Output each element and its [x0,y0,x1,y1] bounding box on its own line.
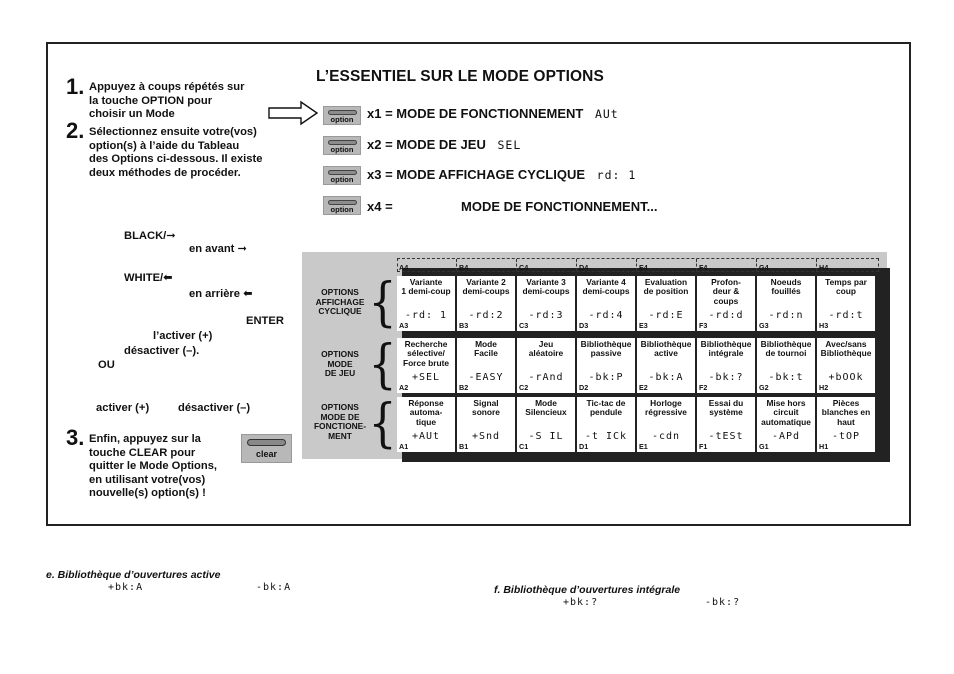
option-cell [577,338,635,393]
lcd-display: SEL [497,138,522,152]
step-1-text [89,81,244,122]
option-button-label: option [330,115,354,124]
step-1-number: 1. [66,74,85,99]
column-divider [816,259,817,271]
column-code: A4 [399,263,409,272]
option-line-4 [367,199,393,214]
option-cell-title: Variante 1 demi-coup [401,277,451,297]
option-cell [697,397,755,452]
lcd-display: +Snd [471,431,501,442]
option-button[interactable] [323,196,361,215]
step-1-line: choisir un Mode [89,108,175,121]
option-cell-code: D1 [579,442,589,451]
option-cell [517,338,575,393]
option-cell-title: Noeuds fouillés [770,277,802,297]
clear-button-label: clear [255,449,278,459]
lcd-display: AUt [594,107,619,121]
lcd-display: -bk:P [588,372,624,383]
column-code: D4 [579,263,589,272]
option-cell [757,397,815,452]
option-cell [457,338,515,393]
option-cell [397,397,455,452]
option-button[interactable] [323,136,361,155]
column-code: E4 [639,263,648,272]
step-3-line: touche CLEAR pour [89,446,196,459]
option-cell [577,397,635,452]
column-divider [756,259,757,271]
arrow-right-icon: ➞ [166,230,176,242]
option-cell-title: Variante 2 demi-coups [462,277,510,297]
option-cell-code: D2 [579,383,589,392]
option-cell-code: E3 [639,321,648,330]
option-cell-title: Pièces blanches en haut [821,398,871,427]
lcd-display: -t ICk [584,431,628,442]
lcd-display: +bk:? [563,597,599,608]
black-key-text: BLACK/ [124,230,167,242]
lcd-display: +AUt [411,431,441,442]
step-2-line: des Options ci-dessous. Il existe [89,153,263,166]
deactivate-label: désactiver (–). [124,345,200,357]
option-line-2 [367,137,521,152]
activate-label: l’activer (+) [153,330,213,342]
arrow-left-icon: ⬅ [243,288,253,300]
lcd-display: +SEL [411,372,441,383]
option-cell-title: Profon- deur & coups [711,277,741,306]
lcd-display: -S IL [528,431,564,442]
option-button-label: option [330,205,354,214]
lcd-display: -bk:? [708,372,744,383]
lcd-display: -bk:A [256,582,292,593]
option-line-text: x2 = MODE DE JEU [367,137,486,152]
clear-button-key [247,439,286,446]
step-3-line: quitter le Mode Options, [89,460,218,473]
option-cell-code: F1 [699,442,708,451]
lcd-display: -bk:t [768,372,804,383]
row-label: OPTIONS AFFICHAGE CYCLIQUE [315,287,365,317]
lcd-display: +bOOk [828,372,864,383]
option-cell-title: Variante 4 demi-coups [582,277,630,297]
option-cell [397,276,455,331]
option-cell-code: B2 [459,383,469,392]
option-cell [697,338,755,393]
option-cell-code: C3 [519,321,529,330]
lcd-display: -EASY [468,372,504,383]
option-cell-title: Mode Silencieux [525,398,567,418]
row-label: OPTIONS MODE DE FONCTIONE- MENT [313,402,367,441]
option-cell [817,338,875,393]
column-code: H4 [819,263,829,272]
option-cell-title: Bibliothèque passive [580,339,632,359]
option-cell [457,397,515,452]
step-3-line: en utilisant votre(vos) [89,473,206,486]
column-divider [516,259,517,271]
option-cell-title: Bibliothèque intégrale [700,339,752,359]
lcd-display: -rAnd [528,372,564,383]
option-cell-code: E2 [639,383,648,392]
deactivate-label-2: désactiver (–) [178,402,251,414]
column-code-bar [397,258,879,272]
option-cell-code: D3 [579,321,589,330]
lcd-display: -rd:n [768,310,804,321]
option-line-1 [367,106,619,121]
lcd-display: -tESt [708,431,744,442]
option-cell [577,276,635,331]
lcd-display: -rd:t [828,310,864,321]
lcd-display: -rd:4 [588,310,624,321]
option-cell-code: C2 [519,383,529,392]
option-cell-code: G3 [759,321,769,330]
option-button[interactable] [323,166,361,185]
step-1-line: Appuyez à coups répétés sur [89,81,245,93]
option-cell-code: A1 [399,442,409,451]
step-2-line: option(s) à l’aide du Tableau [89,139,240,152]
option-cell-title: Essai du système [708,398,744,418]
step-3-text [89,433,217,501]
forward-label [189,242,247,255]
column-code: F4 [699,263,708,272]
option-cell-code: H1 [819,442,829,451]
option-cell [637,338,695,393]
option-line-text: x1 = MODE DE FONCTIONNEMENT [367,106,584,121]
option-button[interactable] [323,106,361,125]
lcd-display: -rd:3 [528,310,564,321]
column-code: G4 [759,263,769,272]
lcd-display: -bk:? [705,597,741,608]
option-cell-code: G1 [759,442,769,451]
lcd-display: +bk:A [108,582,144,593]
option-cell-code: G2 [759,383,769,392]
option-cell [757,338,815,393]
option-line-text: x3 = MODE AFFICHAGE CYCLIQUE [367,167,586,182]
arrow-right-icon: ➞ [237,243,247,255]
option-cell-code: F3 [699,321,708,330]
option-cell-title: Bibliothèque active [640,339,692,359]
column-code: B4 [459,263,469,272]
row-label: OPTIONS MODE DE JEU [321,349,359,379]
step-3-line: Enfin, appuyez sur la [89,433,201,445]
option-cell-code: A3 [399,321,409,330]
lcd-display: -tOP [831,431,861,442]
option-cell-title: Mise hors circuit automatique [761,398,811,427]
option-cell [517,397,575,452]
option-cell-title: Temps par coup [825,277,867,297]
option-cell-title: Réponse automa- tique [408,398,444,427]
lcd-display: -bk:A [648,372,684,383]
option-cell-title: Signal sonore [472,398,500,418]
step-1-line: la touche OPTION pour [89,94,213,107]
column-divider [696,259,697,271]
option-line-3 [367,167,636,182]
white-key-label [124,271,173,284]
curly-brace-icon: { [368,335,397,395]
lcd-display: -rd:d [708,310,744,321]
option-cell-title: Mode Facile [474,339,498,359]
option-cell-title: Variante 3 demi-coups [522,277,570,297]
option-cell [757,276,815,331]
option-cell-code: F2 [699,383,708,392]
enter-key-label: ENTER [246,315,284,327]
option-cell-code: B1 [459,442,469,451]
lcd-display: -rd:E [648,310,684,321]
option-cell-title: Jeu aléatoire [528,339,564,359]
option-cell-title: Horloge régressive [645,398,687,418]
backward-label [189,287,252,300]
step-3-line: nouvelle(s) option(s) ! [89,487,206,500]
step-3-number: 3. [66,425,85,450]
backward-text: en arrière [189,288,240,300]
step-2-text [89,126,262,180]
curly-brace-icon: { [368,394,397,454]
step-2-line: deux méthodes de procéder. [89,166,241,179]
option-line-4-suffix: MODE DE FONCTIONNEMENT... [461,199,658,214]
option-cell-code: B3 [459,321,469,330]
option-cell [517,276,575,331]
white-key-text: WHITE/ [124,272,164,284]
page-title: L’ESSENTIEL SUR LE MODE OPTIONS [316,68,604,85]
option-cell-title: Evaluation de position [643,277,689,297]
option-cell-code: H3 [819,321,829,330]
option-cell-code: A2 [399,383,409,392]
option-cell [697,276,755,331]
option-cell [817,276,875,331]
lcd-display: rd: 1 [596,168,637,182]
option-cell-code: C1 [519,442,529,451]
option-cell [817,397,875,452]
column-code: C4 [519,263,529,272]
option-cell-code: E1 [639,442,648,451]
column-divider [576,259,577,271]
clear-button[interactable] [241,434,292,463]
option-cell [637,276,695,331]
option-line-text: x4 = [367,199,393,214]
black-key-label [124,229,176,242]
arrow-left-icon: ⬅ [163,272,173,284]
option-button-label: option [330,175,354,184]
option-cell-title: Recherche sélective/ Force brute [402,339,450,368]
lcd-display: -cdn [651,431,681,442]
or-label: OU [98,359,115,371]
activate-label-2: activer (+) [96,402,150,414]
step-2-line: Sélectionnez ensuite votre(vos) [89,126,257,138]
lcd-display: -rd:2 [468,310,504,321]
forward-text: en avant [189,243,235,255]
lcd-display: -APd [771,431,801,442]
option-cell-title: Avec/sans Bibliothèque [820,339,872,359]
column-divider [636,259,637,271]
caption-f: f. Bibliothèque d’ouvertures intégrale [494,584,681,596]
caption-e: e. Bibliothèque d’ouvertures active [46,569,221,581]
option-cell [457,276,515,331]
option-cell [637,397,695,452]
column-divider [456,259,457,271]
option-button-label: option [330,145,354,154]
lcd-display: -rd: 1 [404,310,448,321]
step-2-number: 2. [66,118,85,143]
option-cell-title: Bibliothèque de tournoi [760,339,812,359]
hollow-arrow-right-icon [267,100,319,126]
option-cell-code: H2 [819,383,829,392]
curly-brace-icon: { [368,273,397,333]
option-cell-title: Tic-tac de pendule [586,398,626,418]
option-cell [397,338,455,393]
